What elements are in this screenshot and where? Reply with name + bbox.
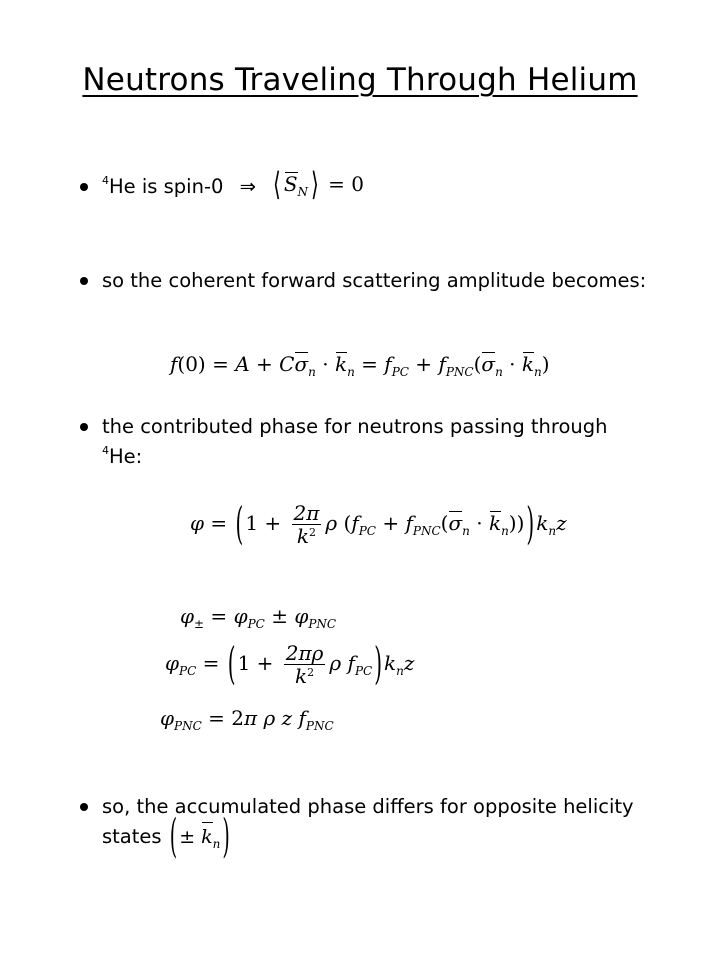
bullet-text: so the coherent forward scattering amplitude becomes:	[102, 269, 647, 292]
bullet-tail: He:	[109, 445, 143, 468]
superscript-4: 4	[102, 444, 109, 457]
bullet-amplitude	[80, 266, 660, 296]
bullet-dot	[80, 277, 88, 285]
equation-phase-plus-minus: $\varphi_\pm = \varphi_{PC} \pm \varphi_{PNC}$	[180, 604, 337, 631]
equation-amplitude: $f(0) = A + C\sigma_n \cdot k_n = f_{PC} + f_{PNC}(\sigma_n \cdot k_n)$	[170, 352, 550, 379]
bullet-text: so, the accumulated phase differs for opposite helicity	[102, 795, 634, 818]
equation-phase: φ = ( 1 + $\frac{2\pi}{k^2}$ ρ $(f_{PC} + f_{PNC}(\sigma_n \cdot k_n))$ ) $k_nz$	[190, 496, 567, 550]
bullet-spin	[80, 164, 660, 205]
bullet-tail: states	[102, 825, 162, 848]
bullet-dot	[80, 803, 88, 811]
superscript-4: 4	[102, 174, 109, 187]
bullet-dot	[80, 423, 88, 431]
bullet-text: the contributed phase for neutrons passing through	[102, 415, 608, 438]
equation-phase-pc: $\varphi_{PC}$ = ( 1 + $\frac{2\pi\rho}{k^2}$ ρ $f_{PC}$ ) $k_nz$	[165, 636, 415, 690]
bullet-text: He is spin-0	[109, 175, 224, 198]
page-title: Neutrons Traveling Through Helium	[82, 62, 638, 98]
equation-phase-pnc: $\varphi_{PNC} = 2\pi$ ρ z $f_{PNC}$	[160, 706, 334, 733]
bullet-helicity	[80, 792, 660, 864]
bullet-phase	[80, 412, 660, 475]
equation-spin-expectation: ⟨ $S_N$ ⟩ = 0	[273, 164, 365, 204]
equation-helicity: ( ± $k_n$ )	[169, 810, 230, 864]
bullet-dot	[80, 183, 88, 191]
implies-arrow: ⇒	[239, 175, 256, 198]
